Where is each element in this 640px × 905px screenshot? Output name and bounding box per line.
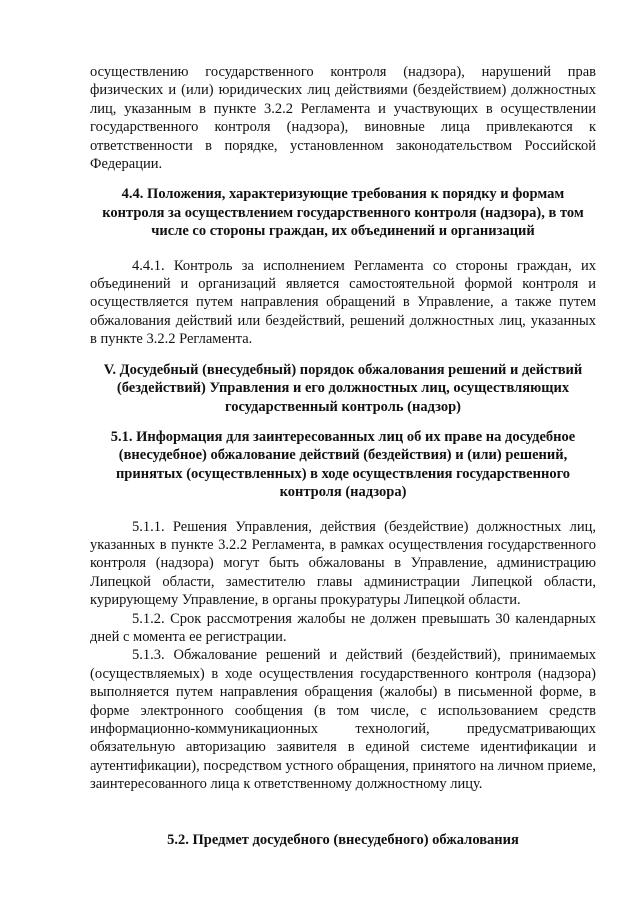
paragraph-continuation: осуществлению государственного контроля (надзора), нарушений прав физических и (или) юридических лиц действиями (бездействием) должностных лиц, указанным в пункте 3.2.2 Регламента и участвующих в осуществлении государственного контроля (надзора), виновные лица привлекаются к ответственности в порядке, установленном законодательством Российской Федерации. [90, 64, 596, 173]
document-page [90, 63, 596, 849]
paragraph-5-1-2: 5.1.2. Срок рассмотрения жалобы не должен превышать 30 календарных дней с момента ее регистрации. [90, 610, 596, 645]
section-heading-5-2: 5.2. Предмет досудебного (внесудебного) обжалования [167, 831, 519, 848]
paragraph-5-1-3: 5.1.3. Обжалование решений и действий (бездействий), принимаемых (осуществляемых) в ходе осуществления государственного контроля (надзора) выполняется путем направления обращения (жалобы) в письменной форме, в форме электронного сообщения (в том числе, с использованием средств информационно-коммуникационных технологий, предусматривающих обязательную авторизацию заявителя в единой системе идентификации и аутентификации), посредством устного обращения, принятого на личном приеме, заинтересованного лица к ответственному должностному лицу. [90, 647, 596, 793]
paragraph-4-4-1: 4.4.1. Контроль за исполнением Регламента со стороны граждан, их объединений и организаций является самостоятельной формой контроля и осуществляется путем направления обращений в Управление, а также путем обжалования действий или бездействий, решений должностных лиц, указанных в пункте 3.2.2 Регламента. [90, 257, 596, 348]
section-heading-4-4: 4.4. Положения, характеризующие требования к порядку и формам контроля за осуществлением государственного контроля (надзора), в том числе со стороны граждан, их объединений и организаций [102, 186, 584, 240]
chapter-heading-v: V. Досудебный (внесудебный) порядок обжалования решений и действий (бездействий) Управления и его должностных лиц, осуществляющих государственный контроль (надзор) [103, 361, 583, 415]
section-heading-5-1: 5.1. Информация для заинтересованных лиц об их праве на досудебное (внесудебное) обжалование действий (бездействия) и (или) решений, принятых (осуществленных) в ходе осуществления государственного контроля (надзора) [110, 428, 576, 501]
paragraph-5-1-1: 5.1.1. Решения Управления, действия (бездействие) должностных лиц, указанных в пункте 3.2.2 Регламента, в рамках осуществления государственного контроля (надзора) могут быть обжалованы в Управление, администрацию Липецкой области, заместителю главы администрации Липецкой области, курирующему Управление, в органы прокуратуры Липецкой области. [90, 518, 596, 609]
